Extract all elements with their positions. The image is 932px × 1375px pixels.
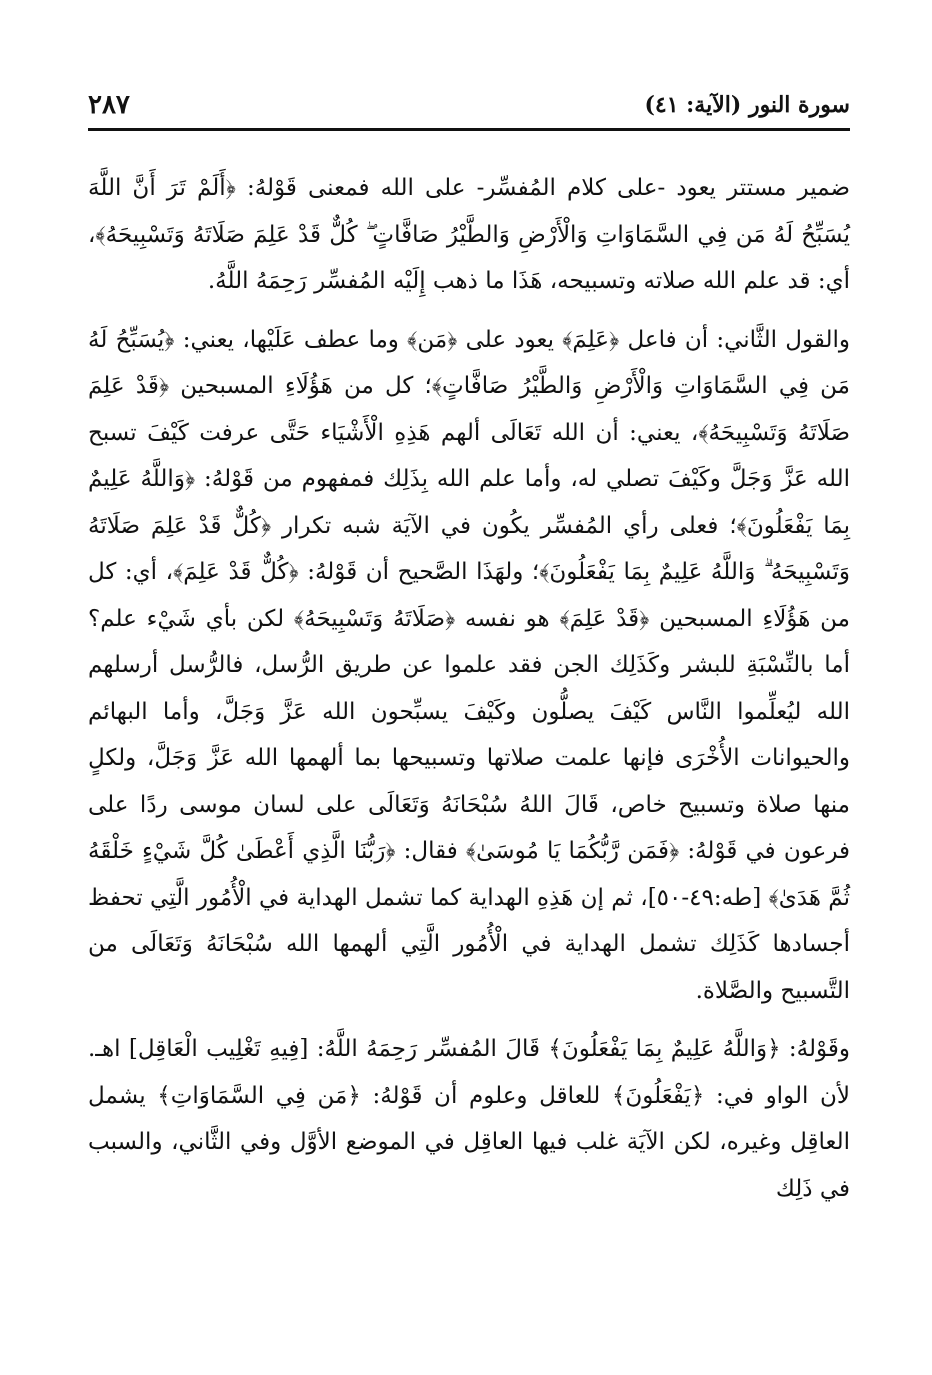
paragraph-3: وقَوْلهُ: ﴿وَاللَّهُ عَلِيمٌ بِمَا يَفْعَلُونَ﴾ قَالَ المُفسِّر رَحِمَهُ اللَّهُ: [فِيهِ تَغْلِيب الْعَاقِل] اهـ. لأن الواو في: ﴿يَفْعَلُونَ﴾ للعاقل وعلوم أن قَوْلهُ: ﴿مَن فِي السَّمَاوَاتِ﴾ يشمل العاقِل وغيره، لكن الآيَة غلب فيها العاقِل في الموضع الأوَّل وفي الثَّاني، والسبب في ذَلِك bbox=[88, 1036, 850, 1202]
header-divider bbox=[88, 128, 850, 131]
paragraph-2: والقول الثَّاني: أن فاعل ﴿عَلِمَ﴾ يعود على ﴿مَن﴾ وما عطف عَلَيْها، يعني: ﴿يُسَبِّحُ لَهُ مَن فِي السَّمَاوَاتِ وَالْأَرْضِ وَالطَّيْرُ صَافَّاتٍ﴾؛ كل من هَؤُلَاءِ المسبحين ﴿قَدْ عَلِمَ صَلَاتَهُ وَتَسْبِيحَهُ﴾، يعني: أن الله تَعَالَى ألهم هَذِهِ الْأَشْيَاء حَتَّى عرفت كَيْفَ تسبح الله عَزَّ وَجَلَّ وكَيْفَ تصلي له، وأما علم الله بِذَلِك فمفهوم من قَوْلهُ: ﴿وَاللَّهُ عَلِيمٌ بِمَا يَفْعَلُونَ﴾؛ فعلى رأي المُفسِّر يكُون في الآيَة شبه تكرار ﴿كُلٌّ قَدْ عَلِمَ صَلَاتَهُ وَتَسْبِيحَهُ ۗ وَاللَّهُ عَلِيمٌ بِمَا يَفْعَلُونَ﴾؛ ولهَذَا الصَّحيح أن قَوْلهُ: ﴿كُلٌّ قَدْ عَلِمَ﴾، أي: كل من هَؤُلَاءِ المسبحين ﴿قَدْ عَلِمَ﴾ هو نفسه ﴿صَلَاتَهُ وَتَسْبِيحَهُ﴾ لكن بأي شَيْء علم؟ أما بالنِّسْبَةِ للبشر وكَذَلِك الجن فقد علموا عن طريق الرُّسل، فالرُّسل أرسلهم الله ليُعلِّموا النَّاس كَيْفَ يصلُّون وكَيْفَ يسبِّحون الله عَزَّ وَجَلَّ، وأما البهائم والحيوانات الأُخْرَى فإنها علمت صلاتها وتسبيحها بما ألهمها الله عَزَّ وَجَلَّ، ولكلٍ منها صلاة وتسبيح خاص، قَالَ اللهُ سُبْحَانَهُ وَتَعَالَى على لسان موسى ردًا على فرعون في قَوْلهُ: ﴿فَمَن رَّبُّكُمَا يَا مُوسَىٰ﴾ فقال: ﴿رَبُّنَا الَّذِي أَعْطَىٰ كُلَّ شَيْءٍ خَلْقَهُ ثُمَّ هَدَىٰ﴾ [طه:٤٩-٥٠]، ثم إن هَذِهِ الهداية كما تشمل الهداية في الْأُمُور الَّتِي تحفظ أجسادها كَذَلِك تشمل الهداية في الْأُمُور الَّتِي ألهمها الله سُبْحَانَهُ وَتَعَالَى من التَّسبيح والصَّلاة. bbox=[88, 326, 850, 1004]
paragraph-1: ضمير مستتر يعود -على كلام المُفسِّر- على الله فمعنى قَوْلهُ: ﴿أَلَمْ تَرَ أَنَّ اللَّهَ يُسَبِّحُ لَهُ مَن فِي السَّمَاوَاتِ وَالْأَرْضِ وَالطَّيْرُ صَافَّاتٍ ۖ كُلٌّ قَدْ عَلِمَ صَلَاتَهُ وَتَسْبِيحَهُ﴾، أي: قد علم الله صلاته وتسبيحه، هَذَا ما ذهب إِلَيْه المُفسِّر رَحِمَهُ اللَّهُ. bbox=[88, 175, 850, 294]
page-body bbox=[88, 165, 850, 1212]
page-header bbox=[88, 88, 850, 128]
page-number: ٢٨٧ bbox=[88, 90, 130, 120]
surah-title: سورة النور (الآية: ٤١) bbox=[644, 92, 850, 118]
